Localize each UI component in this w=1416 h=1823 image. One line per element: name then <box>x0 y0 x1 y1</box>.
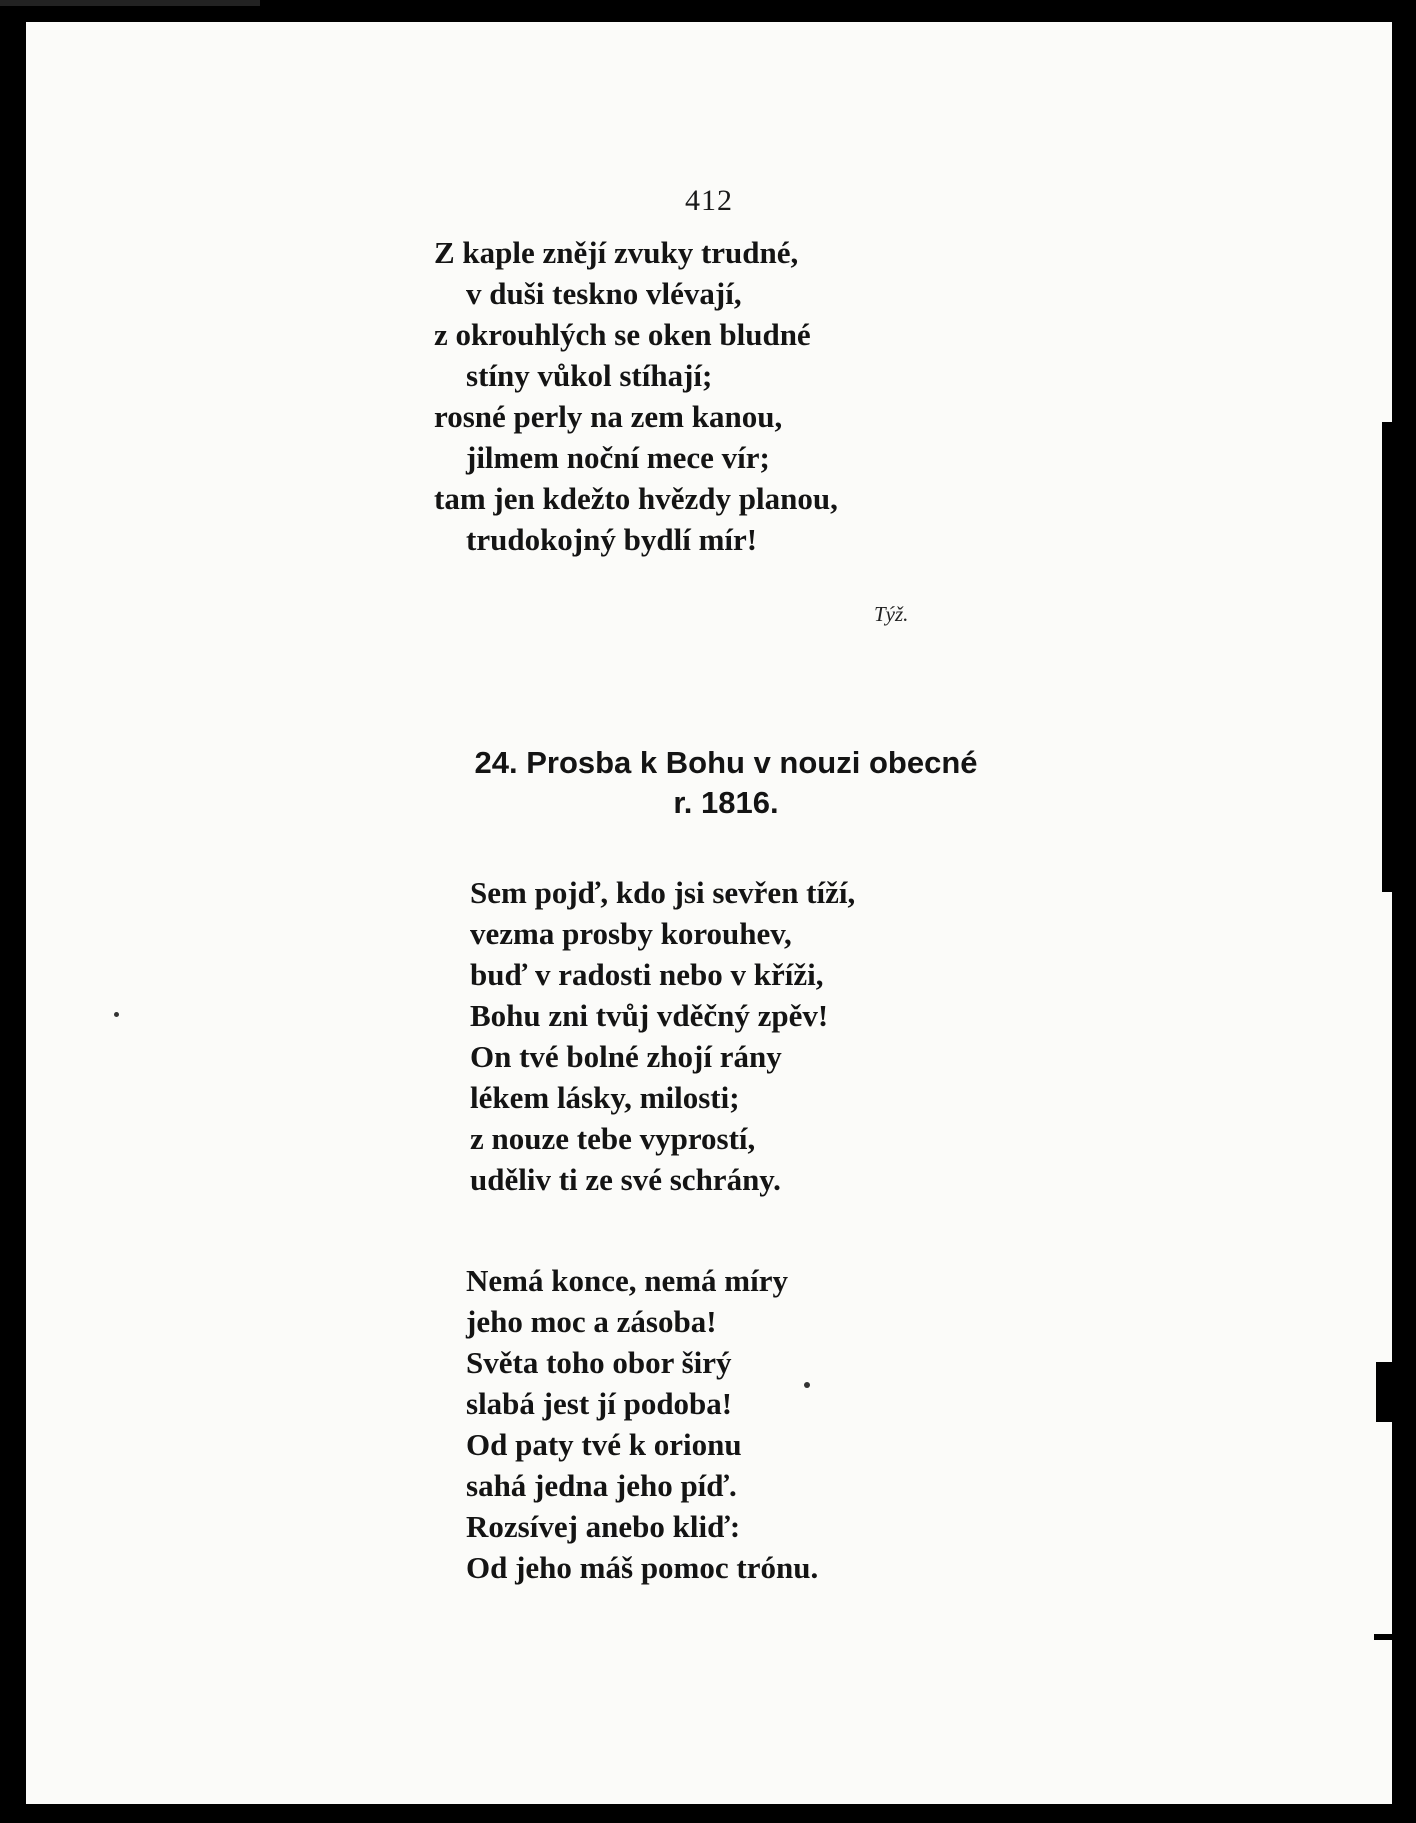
verse-line: Od paty tvé k orionu <box>466 1427 742 1462</box>
binding-edge-mark <box>1382 422 1392 892</box>
verse-line: Rozsívej anebo kliď: <box>466 1509 741 1544</box>
verse-line: Z kaple znějí zvuky trudné, <box>434 235 799 270</box>
book-page <box>26 22 1392 1804</box>
verse-line: Sem pojď, kdo jsi sevřen tíží, <box>470 875 856 910</box>
verse-line: slabá jest jí podoba! <box>466 1386 733 1421</box>
scan-speck <box>114 1012 119 1017</box>
scan-edge-smudge <box>0 0 260 6</box>
verse-line: jilmem noční mece vír; <box>466 440 770 475</box>
poem-continuation-stanza <box>434 232 838 560</box>
verse-line: buď v radosti nebo v kříži, <box>470 957 824 992</box>
page-number: 412 <box>685 184 733 217</box>
section-heading: 24. Prosba k Bohu v nouzi obecné <box>474 745 978 780</box>
poem-attribution: Týž. <box>874 602 909 626</box>
verse-line: z okrouhlých se oken bludné <box>434 317 811 352</box>
verse-line: rosné perly na zem kanou, <box>434 399 783 434</box>
verse-line: Světa toho obor širý <box>466 1345 732 1380</box>
verse-line: sahá jedna jeho píď. <box>466 1468 737 1503</box>
verse-line: uděliv ti ze své schrány. <box>470 1162 781 1197</box>
verse-line: Bohu zni tvůj vděčný zpěv! <box>470 998 829 1033</box>
verse-line: tam jen kdežto hvězdy planou, <box>434 481 838 516</box>
verse-line: vezma prosby korouhev, <box>470 916 792 951</box>
poem-stanza-1 <box>470 872 855 1200</box>
section-heading-year: r. 1816. <box>673 785 779 820</box>
binding-edge-mark <box>1374 1634 1392 1640</box>
verse-line: v duši teskno vlévají, <box>466 276 742 311</box>
verse-line: Od jeho máš pomoc trónu. <box>466 1550 819 1585</box>
verse-line: On tvé bolné zhojí rány <box>470 1039 782 1074</box>
verse-line: z nouze tebe vyprostí, <box>470 1121 756 1156</box>
poem-stanza-2 <box>466 1260 818 1588</box>
verse-line: jeho moc a zásoba! <box>466 1304 717 1339</box>
scan-speck <box>804 1382 810 1388</box>
verse-line: Nemá konce, nemá míry <box>466 1263 788 1298</box>
verse-line: stíny vůkol stíhají; <box>466 358 713 393</box>
binding-edge-mark <box>1376 1362 1392 1422</box>
verse-line: lékem lásky, milosti; <box>470 1080 740 1115</box>
verse-line: trudokojný bydlí mír! <box>466 522 758 557</box>
